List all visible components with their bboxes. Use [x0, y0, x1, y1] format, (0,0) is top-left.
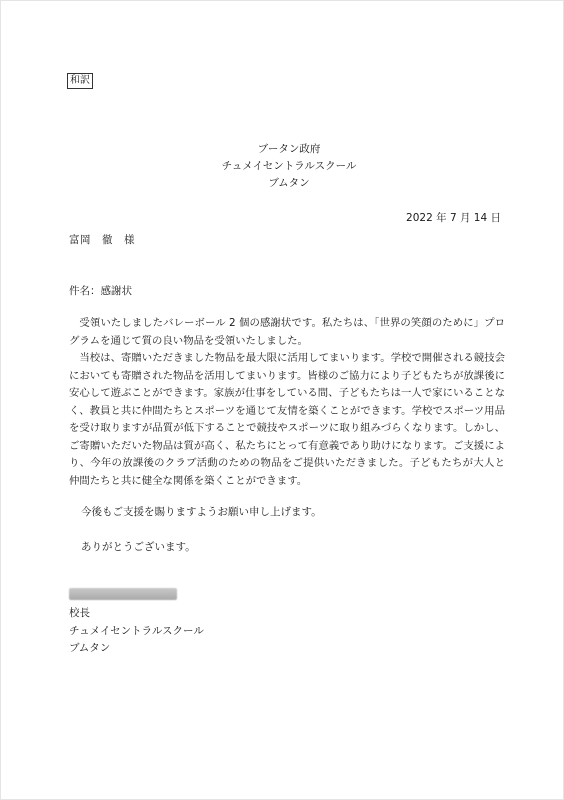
- closing-request: 今後もご支援を賜りますようお願い申し上げます。: [81, 506, 322, 518]
- signature-location: ブムタン: [69, 642, 111, 654]
- letterhead-school: チュメイセントラルスクール: [221, 160, 357, 172]
- redacted-name: [69, 588, 177, 600]
- subject-line: 件名：感謝状: [69, 285, 132, 297]
- letter-body: [69, 315, 505, 490]
- body-paragraph-1: 受領いたしましたバレーボール 2 個の感謝状です。私たちは、「世界の笑顔のために」プログラムを通じて質の良い物品を受領いたしました。: [69, 317, 505, 347]
- signature-block: [69, 605, 204, 658]
- letter-date: 2022 年 7 月 14 日: [406, 212, 501, 224]
- letterhead: [1, 141, 564, 192]
- letterhead-government: ブータン政府: [257, 143, 321, 155]
- addressee: 富岡 徹 様: [69, 234, 135, 246]
- signature-school: チュメイセントラルスクール: [69, 624, 204, 637]
- signature-title: 校長: [69, 607, 90, 619]
- translation-label: 和訳: [67, 73, 93, 89]
- body-paragraph-2: 当校は、寄贈いただきました物品を最大限に活用してまいります。学校で開催される競技会においても寄贈された物品を活用してまいります。皆様のご協力により子どもたちが放課後に安心して遊ぶことができます。家族が仕事をしている間、子どもたちは一人で家にいることなく、教員と共に仲間たちとスポーツを通じて友情を築くことができます。学校でスポーツ用品を受け取りますが品質が低下することで競技やスポーツに取り組みづらくなります。しかし、ご寄贈いただいた物品は質が高く、私たちにとって有意義であり助けになります。ご支援により、今年の放課後のクラブ活動のための物品をご提供いただきました。子どもたちが大人と仲間たちと共に健全な関係を築くことができます。: [69, 352, 505, 487]
- closing-thanks: ありがとうございます。: [81, 541, 196, 553]
- letterhead-location: ブムタン: [268, 177, 310, 189]
